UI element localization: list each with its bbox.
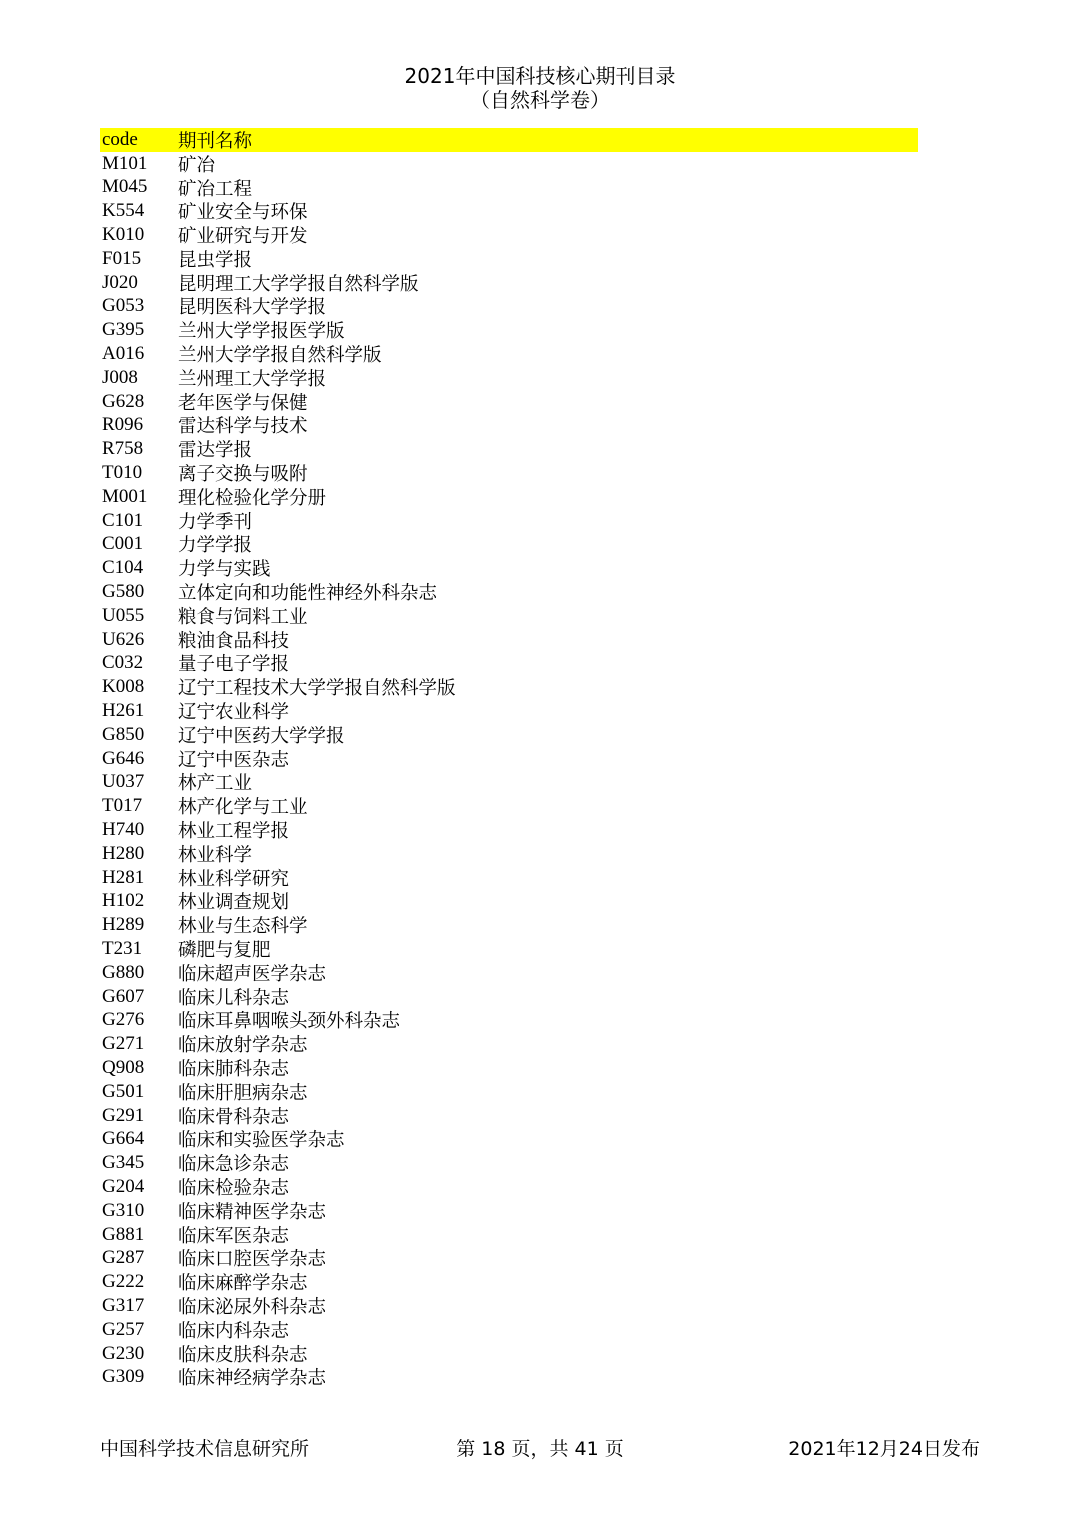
journal-code: G309 <box>102 1366 145 1388</box>
column-header-journal-name: 期刊名称 <box>178 130 253 152</box>
footer-publish-date: 2021年12月24日发布 <box>788 1438 980 1460</box>
journal-code: G317 <box>102 1294 145 1316</box>
table-row <box>100 1175 918 1199</box>
journal-name: 临床放射学杂志 <box>178 1035 308 1057</box>
journal-name: 粮食与饲料工业 <box>178 606 308 628</box>
journal-name: 力学与实践 <box>178 559 271 581</box>
journal-code: G291 <box>102 1104 145 1126</box>
journal-name: 临床麻醉学杂志 <box>178 1273 308 1295</box>
journal-name: 老年医学与保健 <box>178 392 308 414</box>
table-row <box>100 176 918 200</box>
journal-code: G501 <box>102 1080 145 1102</box>
journal-code: K010 <box>102 224 145 246</box>
journal-code: G664 <box>102 1128 145 1150</box>
journal-code: J008 <box>102 366 138 388</box>
table-row <box>100 509 918 533</box>
journal-name: 林业与生态科学 <box>178 916 308 938</box>
journal-code: G345 <box>102 1152 145 1174</box>
journal-name: 临床神经病学杂志 <box>178 1368 327 1390</box>
table-row <box>100 1246 918 1270</box>
journal-name: 矿业安全与环保 <box>178 202 308 224</box>
journal-name: 临床超声医学杂志 <box>178 963 327 985</box>
column-header-code: code <box>102 128 138 150</box>
journal-name: 临床口腔医学杂志 <box>178 1249 327 1271</box>
table-header-row <box>100 128 918 152</box>
table-row <box>100 1270 918 1294</box>
table-row <box>100 556 918 580</box>
table-row <box>100 771 918 795</box>
table-row <box>100 461 918 485</box>
journal-name: 辽宁工程技术大学学报自然科学版 <box>178 678 456 700</box>
journal-code: H281 <box>102 866 145 888</box>
journal-name: 临床泌尿外科杂志 <box>178 1296 327 1318</box>
table-row <box>100 913 918 937</box>
journal-name: 立体定向和功能性神经外科杂志 <box>178 583 438 605</box>
table-row <box>100 580 918 604</box>
table-row <box>100 1342 918 1366</box>
journal-code: A016 <box>102 343 145 365</box>
table-row <box>100 961 918 985</box>
journal-name: 临床肺科杂志 <box>178 1058 290 1080</box>
table-row <box>100 414 918 438</box>
journal-code: G053 <box>102 295 145 317</box>
journal-code: G222 <box>102 1271 145 1293</box>
journal-code: C104 <box>102 557 144 579</box>
journal-name: 矿业研究与开发 <box>178 226 308 248</box>
journal-code: K554 <box>102 200 145 222</box>
journal-code: G271 <box>102 1033 145 1055</box>
journal-name: 力学季刊 <box>178 511 253 533</box>
table-row <box>100 1127 918 1151</box>
journal-code: T017 <box>102 795 143 817</box>
journal-name: 临床急诊杂志 <box>178 1154 290 1176</box>
journal-name: 临床皮肤科杂志 <box>178 1344 308 1366</box>
journal-code: U626 <box>102 628 145 650</box>
journal-code: G395 <box>102 319 145 341</box>
table-row <box>100 1318 918 1342</box>
journal-name: 量子电子学报 <box>178 654 290 676</box>
journal-code: G628 <box>102 390 145 412</box>
page-footer <box>0 1434 1080 1460</box>
journal-code: G850 <box>102 723 145 745</box>
table-row <box>100 1056 918 1080</box>
journal-name: 辽宁中医药大学学报 <box>178 725 345 747</box>
journal-code: G230 <box>102 1342 145 1364</box>
journal-name: 林业科学研究 <box>178 868 290 890</box>
journal-code: Q908 <box>102 1056 145 1078</box>
journal-code: G880 <box>102 961 145 983</box>
journal-code: U055 <box>102 604 145 626</box>
journal-name: 林产工业 <box>178 773 253 795</box>
journal-name: 昆明医科大学学报 <box>178 297 327 319</box>
journal-code: G276 <box>102 1009 145 1031</box>
journal-code: G257 <box>102 1318 145 1340</box>
table-row <box>100 866 918 890</box>
journal-code: R096 <box>102 414 144 436</box>
table-row <box>100 390 918 414</box>
journal-code: C101 <box>102 509 144 531</box>
table-row <box>100 1294 918 1318</box>
journal-code: M001 <box>102 485 148 507</box>
table-row <box>100 604 918 628</box>
table-row <box>100 247 918 271</box>
journal-code: G287 <box>102 1247 145 1269</box>
journal-code: H280 <box>102 842 145 864</box>
table-row <box>100 818 918 842</box>
journal-name: 昆明理工大学学报自然科学版 <box>178 273 419 295</box>
journal-code: H102 <box>102 890 145 912</box>
journal-code: F015 <box>102 247 142 269</box>
table-row <box>100 1151 918 1175</box>
table-row <box>100 937 918 961</box>
journal-name: 临床和实验医学杂志 <box>178 1130 345 1152</box>
journal-name: 临床耳鼻咽喉头颈外科杂志 <box>178 1011 401 1033</box>
journal-code: G580 <box>102 581 145 603</box>
journal-name: 临床精神医学杂志 <box>178 1201 327 1223</box>
table-row <box>100 533 918 557</box>
journal-name: 离子交换与吸附 <box>178 464 308 486</box>
journal-name: 临床儿科杂志 <box>178 987 290 1009</box>
journal-code: G646 <box>102 747 145 769</box>
journal-code: T231 <box>102 937 143 959</box>
document-header <box>0 64 1080 112</box>
journal-name: 辽宁中医杂志 <box>178 749 290 771</box>
table-body <box>100 152 918 1389</box>
journal-name: 昆虫学报 <box>178 249 253 271</box>
table-row <box>100 1223 918 1247</box>
journal-name: 磷肥与复肥 <box>178 940 271 961</box>
journal-name: 兰州理工大学学报 <box>178 368 327 390</box>
journal-table <box>100 128 918 1389</box>
journal-code: H289 <box>102 914 145 936</box>
journal-code: C032 <box>102 652 144 674</box>
table-row <box>100 485 918 509</box>
document-subtitle: （自然科学卷） <box>470 88 610 112</box>
journal-name: 矿冶工程 <box>178 178 253 200</box>
journal-name: 林业工程学报 <box>178 821 290 843</box>
journal-name: 临床骨科杂志 <box>178 1106 290 1128</box>
journal-code: T010 <box>102 462 143 484</box>
document-title: 2021年中国科技核心期刊目录 <box>404 64 676 88</box>
journal-name: 辽宁农业科学 <box>178 702 290 724</box>
journal-name: 雷达学报 <box>178 440 253 462</box>
table-row <box>100 342 918 366</box>
table-row <box>100 271 918 295</box>
journal-name: 雷达科学与技术 <box>178 416 308 438</box>
journal-code: H261 <box>102 700 145 722</box>
table-row <box>100 1365 918 1389</box>
table-row <box>100 295 918 319</box>
footer-page-number: 第 18 页，共 41 页 <box>456 1438 624 1460</box>
journal-code: M101 <box>102 152 148 174</box>
table-row <box>100 652 918 676</box>
journal-code: M045 <box>102 176 148 198</box>
journal-code: G607 <box>102 985 145 1007</box>
table-row <box>100 890 918 914</box>
journal-name: 矿冶 <box>178 154 216 176</box>
journal-code: U037 <box>102 771 145 793</box>
journal-code: G204 <box>102 1175 145 1197</box>
table-row <box>100 723 918 747</box>
journal-code: K008 <box>102 676 145 698</box>
table-row <box>100 628 918 652</box>
journal-name: 临床军医杂志 <box>178 1225 290 1247</box>
table-row <box>100 1199 918 1223</box>
journal-code: C001 <box>102 533 144 555</box>
journal-name: 理化检验化学分册 <box>178 487 327 509</box>
table-row <box>100 223 918 247</box>
journal-code: G310 <box>102 1199 145 1221</box>
table-row <box>100 699 918 723</box>
table-row <box>100 1080 918 1104</box>
table-row <box>100 437 918 461</box>
journal-name: 力学学报 <box>178 535 253 557</box>
journal-name: 兰州大学学报医学版 <box>178 321 345 343</box>
table-row <box>100 675 918 699</box>
table-row <box>100 366 918 390</box>
journal-name: 林业调查规划 <box>178 892 290 914</box>
table-row <box>100 199 918 223</box>
journal-code: H740 <box>102 819 145 840</box>
journal-code: G881 <box>102 1223 145 1245</box>
table-row <box>100 152 918 176</box>
journal-name: 兰州大学学报自然科学版 <box>178 345 382 367</box>
table-row <box>100 842 918 866</box>
table-row <box>100 794 918 818</box>
table-row <box>100 985 918 1009</box>
table-row <box>100 1008 918 1032</box>
journal-name: 粮油食品科技 <box>178 630 290 652</box>
journal-name: 临床检验杂志 <box>178 1177 290 1199</box>
table-row <box>100 318 918 342</box>
journal-name: 临床内科杂志 <box>178 1320 290 1342</box>
table-row <box>100 747 918 771</box>
journal-name: 林业科学 <box>178 844 253 866</box>
table-row <box>100 1104 918 1128</box>
journal-name: 林产化学与工业 <box>178 797 308 819</box>
journal-code: R758 <box>102 438 144 460</box>
journal-code: J020 <box>102 271 138 293</box>
table-row <box>100 1032 918 1056</box>
footer-publisher: 中国科学技术信息研究所 <box>100 1438 310 1460</box>
journal-name: 临床肝胆病杂志 <box>178 1082 308 1104</box>
